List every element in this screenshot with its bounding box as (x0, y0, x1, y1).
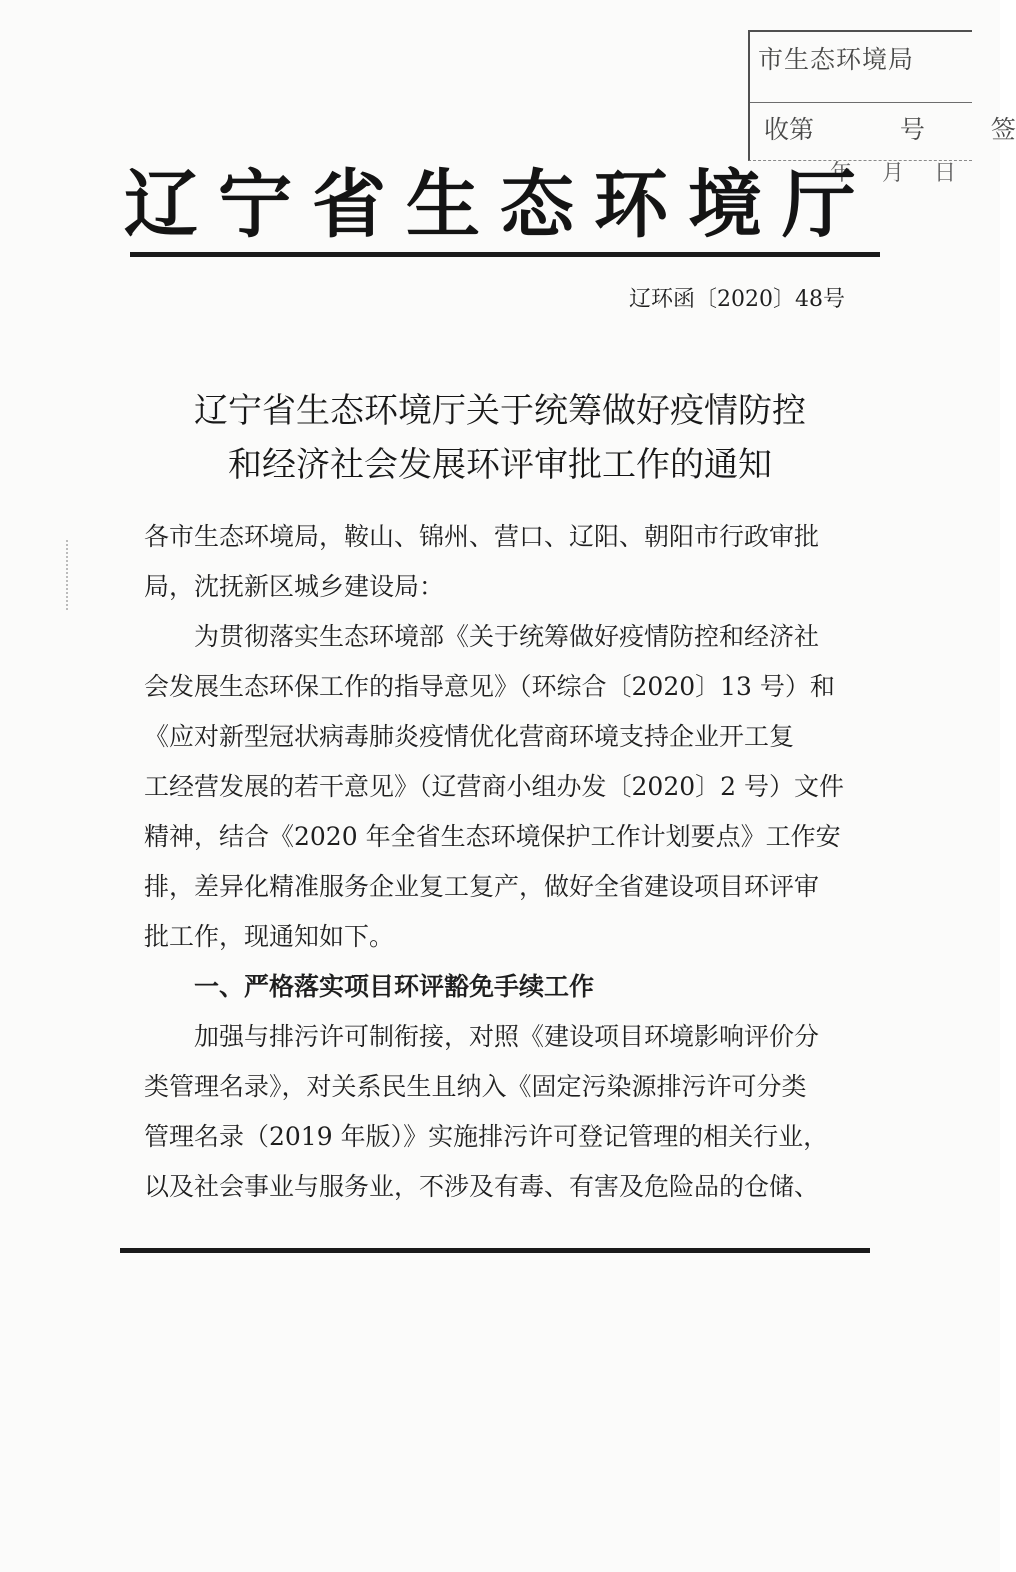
stamp-receipt-row (764, 110, 1016, 146)
body-line: 为贯彻落实生态环境部《关于统筹做好疫情防控和经济社 (194, 622, 820, 651)
stamp-number-label: 号 (899, 115, 925, 144)
body-line: 加强与排污许可制衔接，对照《建设项目环境影响评价分 (194, 1022, 820, 1051)
body-line: 管理名录（2019 年版）》实施排污许可登记管理的相关行业， (144, 1122, 829, 1151)
body-line: 批工作，现通知如下。 (144, 922, 395, 951)
body-line: 类管理名录》，对关系民生且纳入《固定污染源排污许可分类 (144, 1072, 807, 1101)
title-line-2: 和经济社会发展环评审批工作的通知 (228, 445, 772, 485)
margin-mark (66, 540, 71, 610)
stamp-receipt-label: 收第 (764, 115, 815, 144)
document-number: 辽环函〔2020〕48号 (629, 287, 845, 312)
body-line: 以及社会事业与服务业，不涉及有毒、有害及危险品的仓储、 (144, 1172, 820, 1201)
header-rule (130, 252, 880, 257)
body-line: 会发展生态环保工作的指导意见》（环综合〔2020〕13 号）和 (144, 672, 835, 701)
body-line: 各市生态环境局，鞍山、锦州、营口、辽阳、朝阳市行政审批 (144, 522, 820, 551)
body-line: 排，差异化精准服务企业复工复产，做好全省建设项目环评审 (144, 872, 820, 901)
body-line: 局，沈抚新区城乡建设局： (144, 572, 445, 601)
organization-header: 辽宁省生态环境厅 (124, 162, 876, 248)
body-line: 《应对新型冠状病毒肺炎疫情优化营商环境支持企业开工复 (144, 722, 795, 751)
stamp-date-row: 年月日 (830, 161, 987, 186)
receipt-stamp (748, 30, 1016, 186)
section-heading: 一、严格落实项目环评豁免手续工作 (194, 972, 595, 1001)
title-line-1: 辽宁省生态环境厅关于统筹做好疫情防控 (194, 391, 806, 431)
document-body (144, 512, 850, 1212)
stamp-divider (750, 102, 972, 103)
stamp-office: 市生态环境局 (758, 45, 915, 74)
body-line: 工经营发展的若干意见》（辽营商小组办发〔2020〕2 号）文件 (144, 772, 844, 801)
stamp-sign-label: 签 (990, 115, 1016, 144)
document-title (0, 384, 1000, 492)
body-line: 精神，结合《2020 年全省生态环境保护工作计划要点》工作安 (144, 822, 841, 851)
footer-rule (120, 1248, 870, 1253)
